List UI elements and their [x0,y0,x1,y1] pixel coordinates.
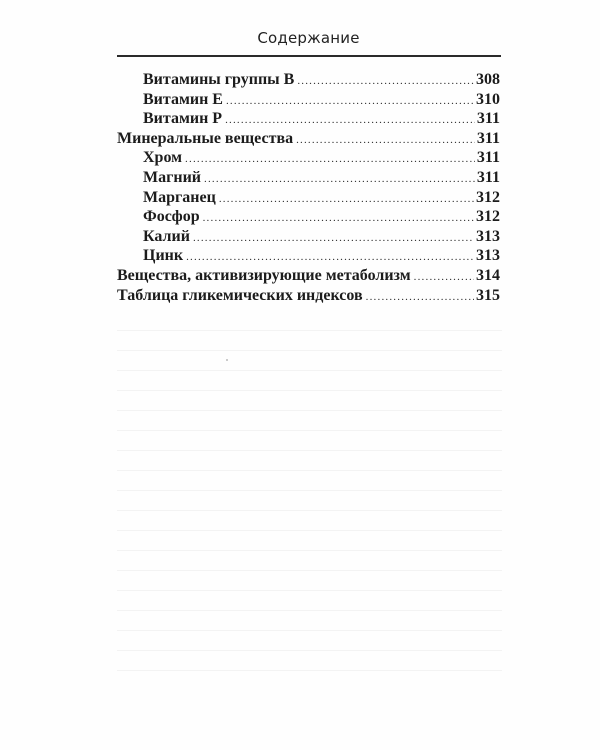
toc-entry[interactable] [117,246,500,266]
toc-page-number: 313 [476,227,500,245]
toc-entry[interactable] [117,109,500,129]
toc-entry[interactable] [117,148,500,168]
toc-dot-leader [193,229,474,249]
toc-entry-title: Витамины группы В [143,71,295,88]
toc-page-number: 311 [476,149,500,167]
table-of-contents [117,70,500,305]
toc-page-number: 312 [476,188,500,206]
toc-entry-title: Витамин Е [143,90,223,108]
toc-entry-title: Цинк [143,247,184,265]
toc-dot-leader [296,131,475,151]
toc-page-number: 311 [476,129,500,147]
toc-page-number: 314 [476,266,500,284]
toc-entry[interactable] [117,129,500,149]
toc-page-number: 311 [476,110,500,128]
toc-dot-leader [226,92,474,112]
toc-entry-title: Калий [143,227,190,245]
toc-entry-title: Витамин Р [143,110,223,128]
toc-dot-leader [203,209,474,229]
toc-entry[interactable] [117,70,500,90]
toc-entry-title: Марганец [143,188,216,206]
toc-entry[interactable] [117,286,500,306]
toc-entry[interactable] [117,266,500,286]
toc-dot-leader [204,170,475,190]
toc-page-number: 315 [476,286,500,304]
toc-dot-leader [297,72,474,92]
toc-entry[interactable] [117,168,500,188]
running-head: Содержание [257,29,360,47]
toc-dot-leader [366,288,474,308]
toc-entry[interactable] [117,188,500,208]
toc-entry-title: Вещества, активизирующие метаболизм [117,266,411,284]
toc-entry-title: Фосфор [143,208,200,226]
toc-entry-title: Магний [143,168,202,186]
toc-page-number: 313 [476,247,500,265]
toc-page-number: 312 [476,208,500,226]
toc-dot-leader [219,190,474,210]
toc-dot-leader [414,268,474,288]
toc-entry[interactable] [117,207,500,227]
toc-entry-title: Таблица гликемических индексов [117,286,363,304]
toc-entry[interactable] [117,227,500,247]
toc-entry-title: Хром [143,149,183,167]
toc-page-number: 308 [476,71,500,88]
header-rule [117,55,501,57]
toc-page-number: 311 [476,168,500,186]
toc-dot-leader [185,150,475,170]
toc-page-number: 310 [476,90,500,108]
toc-entry[interactable] [117,90,500,110]
toc-entry-title: Минеральные вещества [117,129,294,147]
